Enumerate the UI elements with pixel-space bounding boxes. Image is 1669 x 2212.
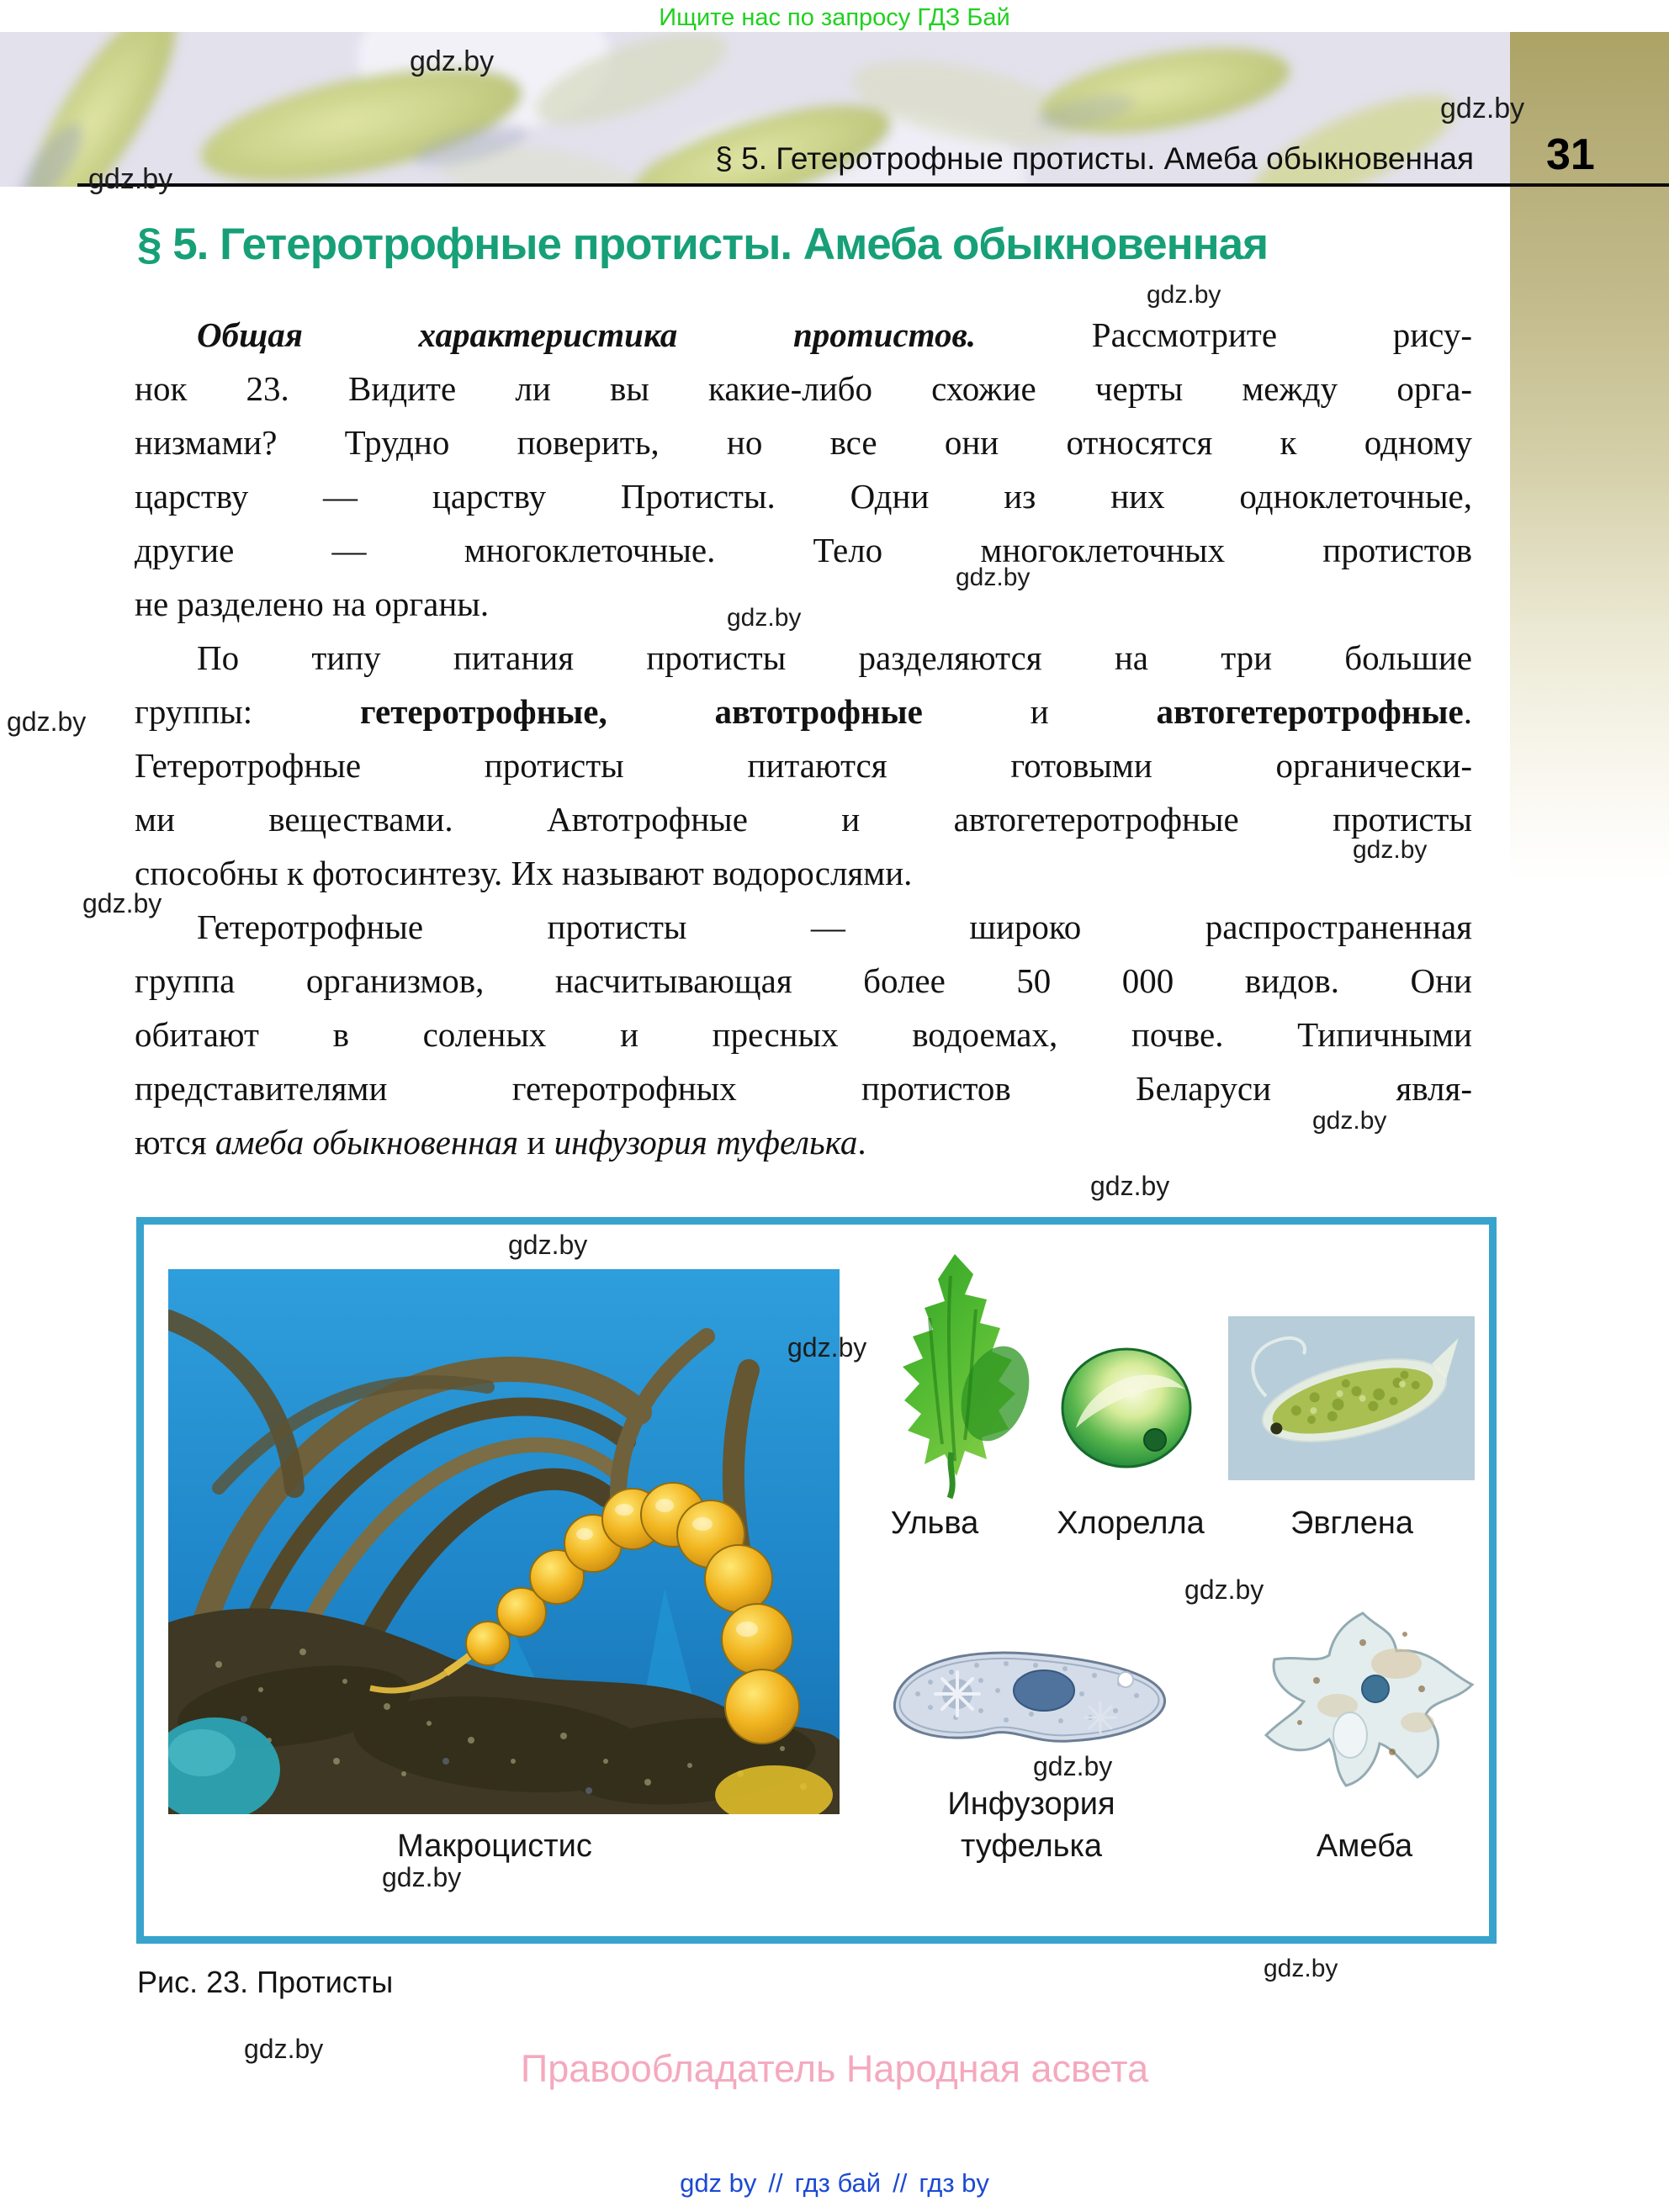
chlorella-illustration bbox=[1061, 1346, 1193, 1470]
gdz-watermark: gdz.by bbox=[382, 1862, 462, 1892]
gdz-watermark: gdz.by bbox=[410, 45, 495, 77]
footer-links bbox=[0, 2168, 1669, 2199]
label-euglena: Эвглена bbox=[1290, 1506, 1413, 1541]
ulva-illustration bbox=[871, 1251, 1043, 1501]
euglena-illustration bbox=[1228, 1316, 1475, 1480]
gdz-watermark: gdz.by bbox=[1264, 1955, 1338, 1982]
figure-23-box bbox=[136, 1217, 1497, 1944]
gdz-watermark: gdz.by bbox=[727, 604, 802, 632]
label-amoeba: Амеба bbox=[1316, 1828, 1413, 1864]
text-line: группа организмов, насчитывающая более 50 000 видов. Они bbox=[135, 961, 1472, 1000]
label-macrocystis: Макроцистис bbox=[397, 1828, 592, 1864]
gdz-watermark: gdz.by bbox=[1440, 93, 1525, 124]
text-line: Общая характеристика протистов. Рассмотрите рису- bbox=[197, 315, 1472, 354]
gdz-watermark: gdz.by bbox=[1090, 1171, 1170, 1201]
text-line: ются амеба обыкновенная и инфузория туфелька. bbox=[135, 1123, 866, 1162]
text-line: Гетеротрофные протисты питаются готовыми органически- bbox=[135, 746, 1472, 785]
label-ulva: Ульва bbox=[890, 1506, 979, 1541]
link-separator: // bbox=[893, 2168, 908, 2198]
gdz-watermark: gdz.by bbox=[1033, 1751, 1113, 1781]
text-line: другие — многоклеточные. Тело многоклеточных протистов bbox=[135, 531, 1472, 569]
footer-link-gdz-by-2[interactable]: гдз by bbox=[919, 2168, 989, 2198]
header-rule bbox=[77, 183, 1669, 187]
label-infusoria-1: Инфузория bbox=[947, 1786, 1115, 1822]
text-line: не разделено на органы. bbox=[135, 585, 490, 623]
gdz-watermark: gdz.by bbox=[82, 888, 162, 918]
text-line: способны к фотосинтезу. Их называют водорослями. bbox=[135, 854, 913, 892]
gdz-watermark: gdz.by bbox=[956, 564, 1031, 591]
gdz-watermark: gdz.by bbox=[88, 163, 173, 195]
footer-link-gdz-by-1[interactable]: gdz by bbox=[680, 2168, 757, 2198]
body-text bbox=[135, 308, 1472, 1169]
copyright-watermark: Правообладатель Народная асвета bbox=[520, 2047, 1149, 2090]
text-line: группы: гетеротрофные, автотрофные и автогетеротрофные. bbox=[135, 692, 1472, 731]
gdz-watermark: gdz.by bbox=[787, 1332, 867, 1363]
gdz-watermark: gdz.by bbox=[1184, 1574, 1264, 1605]
text-line: низмами? Трудно поверить, но все они относятся к одному bbox=[135, 423, 1472, 462]
gdz-watermark: gdz.by bbox=[1147, 281, 1221, 309]
text-line: царству — царству Протисты. Одни из них одноклеточные, bbox=[135, 477, 1472, 516]
figure-caption: Рис. 23. Протисты bbox=[137, 1965, 394, 1999]
text-line: По типу питания протисты разделяются на три большие bbox=[197, 638, 1472, 677]
link-separator: // bbox=[768, 2168, 783, 2198]
gdz-watermark: gdz.by bbox=[1312, 1107, 1387, 1135]
macrocystis-photo bbox=[168, 1269, 840, 1814]
text-line: обитают в соленых и пресных водоемах, почве. Типичными bbox=[135, 1015, 1472, 1054]
text-line: представителями гетеротрофных протистов Беларуси явля- bbox=[135, 1069, 1472, 1108]
label-infusoria-2: туфелька bbox=[960, 1828, 1103, 1864]
gdz-watermark: gdz.by bbox=[1353, 836, 1428, 864]
gdz-watermark: gdz.by bbox=[244, 2034, 324, 2064]
text-line: ми веществами. Автотрофные и автогетеротрофные протисты bbox=[135, 800, 1472, 839]
top-promo-text: Ищите нас по запросу ГДЗ Бай bbox=[659, 4, 1010, 31]
section-title: § 5. Гетеротрофные протисты. Амеба обыкновенная bbox=[137, 220, 1269, 269]
paramecium-illustration bbox=[880, 1640, 1179, 1754]
page-number: 31 bbox=[1546, 130, 1595, 179]
amoeba-illustration bbox=[1237, 1605, 1484, 1793]
label-chlorella: Хлорелла bbox=[1057, 1506, 1205, 1541]
text-line: нок 23. Видите ли вы какие-либо схожие черты между орга- bbox=[135, 369, 1472, 408]
gdz-watermark: gdz.by bbox=[508, 1230, 588, 1260]
footer-link-gdz-bai[interactable]: гдз бай bbox=[794, 2168, 882, 2198]
text-line: Гетеротрофные протисты — широко распространенная bbox=[197, 908, 1472, 946]
running-header: § 5. Гетеротрофные протисты. Амеба обыкновенная bbox=[715, 141, 1474, 176]
gdz-watermark: gdz.by bbox=[7, 706, 87, 737]
